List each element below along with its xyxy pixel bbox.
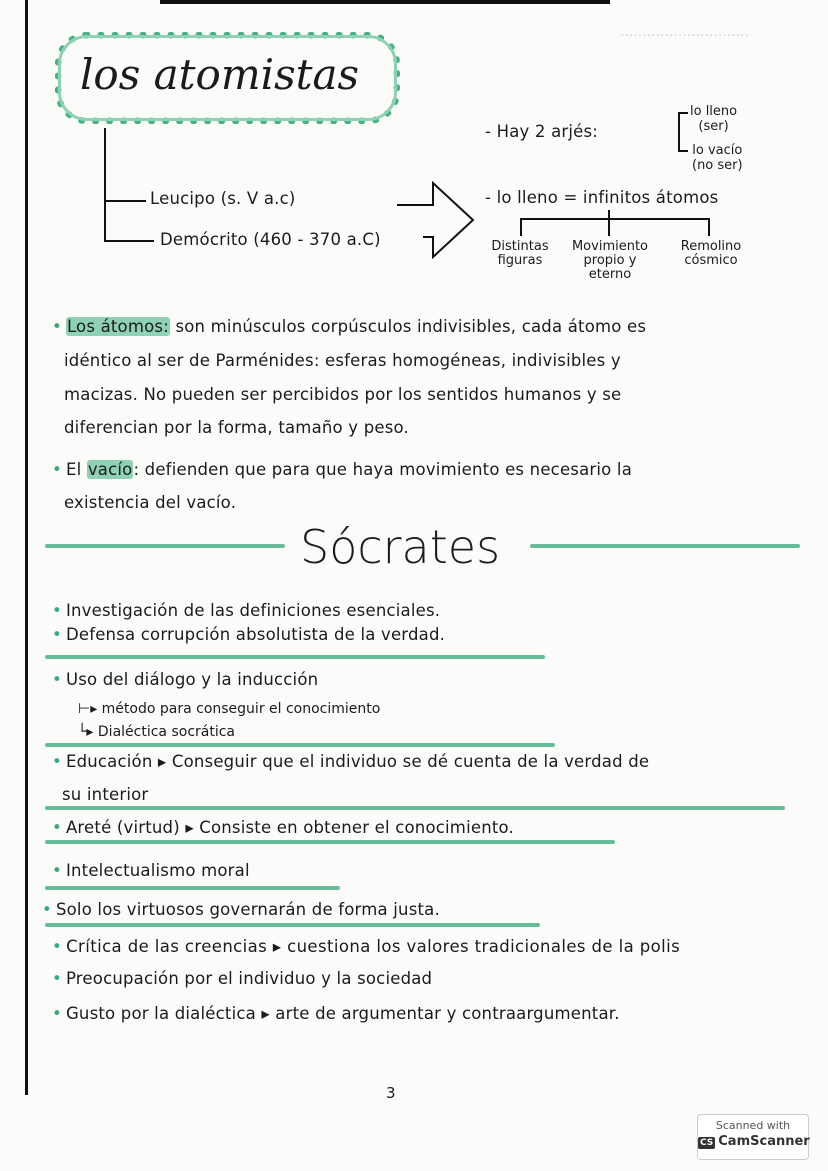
- lleno-sub: (ser): [698, 119, 729, 134]
- lleno: lo lleno: [690, 104, 738, 119]
- prop-remolino: Remolino cósmico: [680, 239, 742, 268]
- atomos-line: son minúsculos corpúsculos indivisibles, cada átomo es: [175, 317, 647, 336]
- list-item: • Educación ▸ Conseguir que el individuo se dé cuenta de la verdad de: [52, 752, 649, 771]
- atomos-line: macizas. No pueden ser percibidos por los sentidos humanos y se: [64, 385, 622, 404]
- notebook-page: ····························· los atomistas Leucipo (s. V a.c) Demócrito (460 - 370 a.C) - Hay 2 arjés: lo lleno (ser) lo vacío (no ser) - lo lleno = infinitos átomos Distintas figuras Movimiento propio y eterno Remolino cósmico • Los átomos: son minúsculos corpúsculos indivisibles, cada átomo es idéntico al ser de Parménides: esferas homogéneas, indivisibles y macizas. No pueden ser percibidos por los sentidos humanos y se diferencian por la forma, tamaño y peso. • El vacío: defienden que para que haya movimiento es necesario la existencia del vacío. Sócrates • Investigación de las definiciones esenciales. • Defensa corrupción absolutista de la verdad. • Uso del diálogo y la inducción ⊢▸ método para conseguir el conocimiento └▸ Dialéctica socrática • Educación ▸ Conseguir que el individuo se dé cuenta de la verdad de su interior • Areté (virtud) ▸ Consiste en obtener el conocimiento. • Intelectualismo moral • Solo los virtuosos governarán de forma justa. • Crítica de las creencias ▸ cuestiona los valores tradicionales de la polis • Preocupación por el individuo y la sociedad • Gusto por la dialéctica ▸ arte de argumentar y contraargumentar. 3 Scanned with CS CamScanner: [0, 0, 828, 1171]
- lleno-equation: - lo lleno = infinitos átomos: [485, 188, 719, 207]
- leucipo: Leucipo (s. V a.c): [150, 189, 296, 208]
- title: los atomistas: [80, 50, 360, 99]
- vacio-line: : defienden que para que haya movimiento es necesario la: [133, 460, 633, 479]
- list-item: • Preocupación por el individuo y la sociedad: [52, 969, 432, 988]
- list-item: • Gusto por la dialéctica ▸ arte de argumentar y contraargumentar.: [52, 1004, 620, 1023]
- badge-line1: Scanned with: [715, 1119, 791, 1132]
- camscanner-badge: [697, 1114, 809, 1160]
- page-number: 3: [386, 1084, 396, 1102]
- list-item: • Investigación de las definiciones esenciales.: [52, 601, 440, 620]
- list-item: • Defensa corrupción absolutista de la verdad.: [52, 625, 445, 644]
- socrates-heading: Sócrates: [300, 520, 501, 574]
- atomos-line: diferencian por la forma, tamaño y peso.: [64, 418, 409, 437]
- list-subitem: └▸ Dialéctica socrática: [78, 724, 236, 740]
- list-item-cont: su interior: [62, 785, 149, 804]
- democrito: Demócrito (460 - 370 a.C): [160, 230, 381, 249]
- badge-line2: CamScanner: [718, 1134, 810, 1149]
- page-top-edge: [160, 0, 610, 4]
- vacio-pre: El: [65, 460, 82, 479]
- list-item: • Uso del diálogo y la inducción: [52, 670, 318, 689]
- prop-figuras: Distintas figuras: [491, 239, 549, 268]
- list-item: • Crítica de las creencias ▸ cuestiona los valores tradicionales de la polis: [52, 937, 680, 956]
- camscanner-logo-icon: CS: [700, 1138, 714, 1148]
- atomos-line: idéntico al ser de Parménides: esferas homogéneas, indivisibles y: [64, 351, 621, 370]
- prop-movimiento: Movimiento propio y eterno: [571, 239, 649, 282]
- vacio-line: existencia del vacío.: [64, 493, 237, 512]
- atomos-term: Los átomos:: [66, 317, 169, 336]
- vacio: lo vacío: [692, 143, 743, 158]
- arjes-label: - Hay 2 arjés:: [485, 122, 599, 141]
- page-left-edge: [25, 0, 28, 1095]
- list-item: • Intelectualismo moral: [52, 861, 250, 880]
- list-item: • Solo los virtuosos governarán de forma justa.: [42, 900, 440, 919]
- list-item: • Areté (virtud) ▸ Consiste en obtener el conocimiento.: [52, 818, 514, 837]
- vacio-term: vacío: [87, 460, 133, 479]
- vacio-sub: (no ser): [692, 158, 743, 173]
- list-subitem: ⊢▸ método para conseguir el conocimiento: [78, 701, 381, 717]
- big-arrow-icon: [395, 175, 480, 260]
